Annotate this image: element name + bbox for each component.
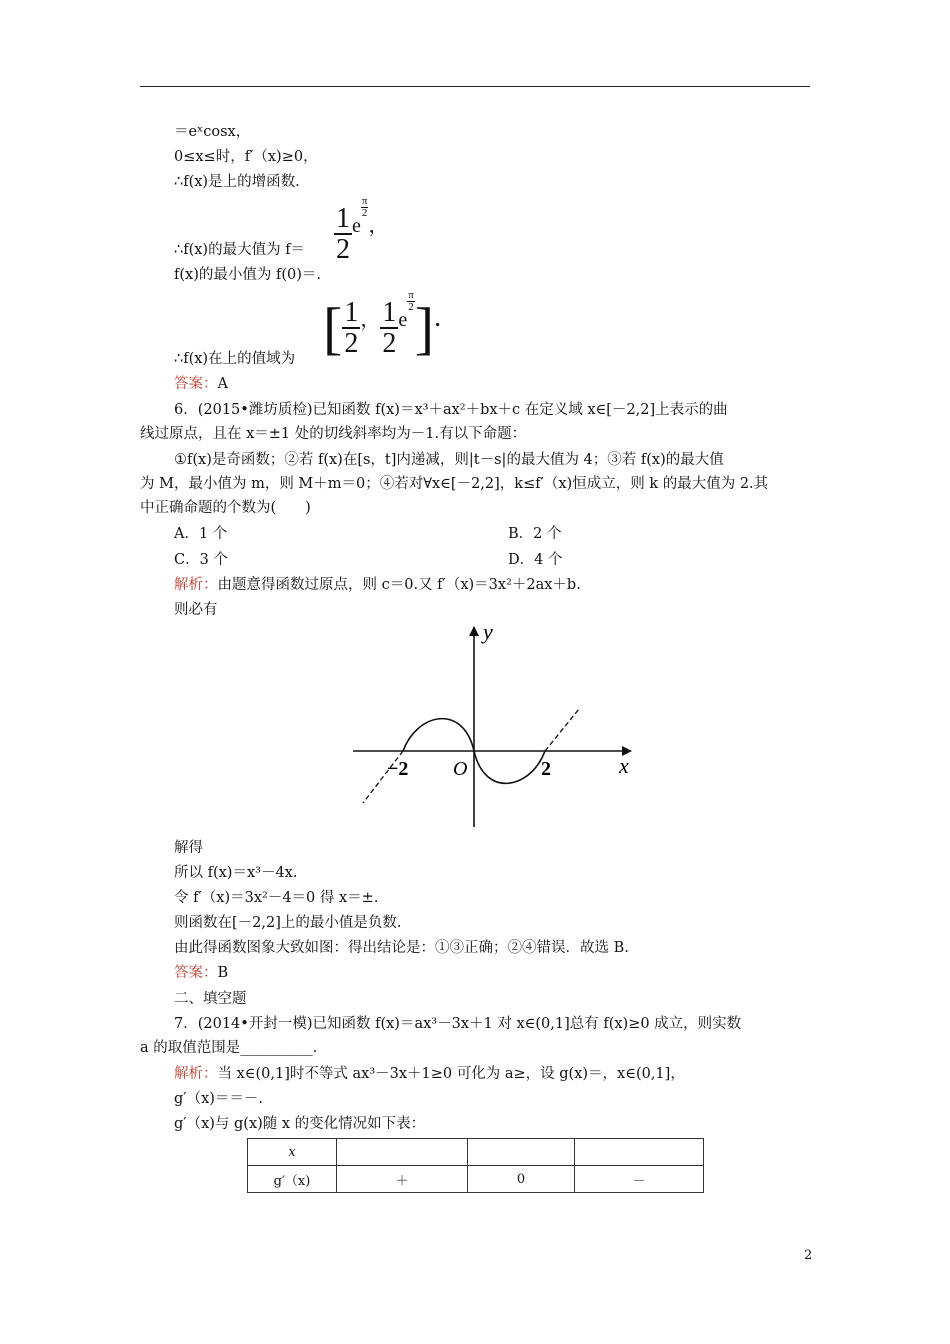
tick-label-2: 2 <box>541 758 551 780</box>
formula-range <box>323 290 441 359</box>
x-axis-label: x <box>619 753 629 778</box>
question-7-line: 7．(2014•开封一模)已知函数 f(x)＝ax³－3x＋1 对 x∈(0,1]总有 f(x)≥0 成立，则实数 <box>174 1016 742 1032</box>
y-axis-label: y <box>483 619 493 644</box>
table-cell: 0 <box>468 1166 575 1193</box>
option-d: D．4 个 <box>508 552 563 568</box>
table-cell: x <box>248 1139 337 1166</box>
function-graph <box>345 615 645 835</box>
text-line: 由此得函数图象大致如图：得出结论是：①③正确；②④错误．故选 B. <box>174 940 629 956</box>
answer-value: A <box>217 376 228 392</box>
table-cell <box>468 1139 575 1166</box>
solution-line <box>174 575 581 595</box>
table-cell: ＋ <box>337 1166 468 1193</box>
option-b: B．2 个 <box>508 526 562 542</box>
table-cell: g′（x) <box>248 1166 337 1193</box>
variation-table <box>247 1138 704 1193</box>
question-6-line: 6．(2015•潍坊质检)已知函数 f(x)＝x³＋ax²＋bx＋c 在定义域 x∈[－2,2]上表示的曲 <box>174 402 728 418</box>
text-line: 则必有 <box>174 602 218 618</box>
text-line: ∴f(x)的最大值为 f＝ <box>174 242 306 258</box>
text-line: 0≤x≤时，f′（x)≥0， <box>174 149 318 165</box>
frac-numerator: 1 <box>336 202 350 234</box>
tick-label-neg-2: −2 <box>387 758 409 780</box>
text-line: 则函数在[－2,2]上的最小值是负数. <box>174 915 402 931</box>
solution-text: 由题意得函数过原点，则 c＝0.又 f′（x)＝3x²＋2ax＋b. <box>217 577 581 593</box>
answer-line <box>174 374 228 394</box>
answer-value: B <box>217 965 229 981</box>
text-line: ∴f(x)是上的增函数. <box>174 174 300 190</box>
solution-text: 当 x∈(0,1]时不等式 ax³－3x＋1≥0 可化为 a≥，设 g(x)＝，x∈(0,1]， <box>217 1066 685 1082</box>
page-number: 2 <box>804 1248 813 1263</box>
formula-comma: ， <box>360 309 381 331</box>
frac-denominator: 2 <box>336 233 350 265</box>
frac-denominator: 2 <box>382 327 397 359</box>
answer-line <box>174 963 228 983</box>
table-row <box>248 1166 704 1193</box>
left-bracket: [ <box>323 295 343 361</box>
text-line: g′（x)与 g(x)随 x 的变化情况如下表： <box>174 1116 426 1132</box>
question-6-line: 线过原点，且在 x＝±1 处的切线斜率均为－1.有以下命题： <box>140 426 527 442</box>
frac-denominator: 2 <box>344 327 359 359</box>
question-6-line: ①f(x)是奇函数；②若 f(x)在[s，t]内递减，则|t－s|的最大值为 4；③若 f(x)的最大值 <box>174 452 724 468</box>
exp-denominator: 2 <box>408 301 414 313</box>
exp-base: e <box>352 215 361 237</box>
text-line: 所以 f(x)＝x³－4x. <box>174 865 298 881</box>
table-cell <box>337 1139 468 1166</box>
text-line: g′（x)＝＝－. <box>174 1091 264 1107</box>
origin-label: O <box>453 758 468 780</box>
section-heading: 二、填空题 <box>174 991 247 1007</box>
formula-tail: . <box>434 302 442 333</box>
text-line: 解得 <box>174 840 203 856</box>
text-line: 令 f′（x)＝3x²－4＝0 得 x＝±. <box>174 890 379 906</box>
header-rule <box>140 86 810 87</box>
right-bracket: ] <box>414 295 435 361</box>
question-6-line: 中正确命题的个数为( ) <box>140 500 311 516</box>
exp-numerator: π <box>408 289 414 301</box>
frac-numerator: 1 <box>382 296 397 328</box>
formula-tail: ， <box>368 215 389 237</box>
table-row <box>248 1139 704 1166</box>
question-7-line: a 的取值范围是__________. <box>140 1040 318 1056</box>
text-line: ∴f(x)在上的值域为 <box>174 351 296 367</box>
text-line: f(x)的最小值为 f(0)＝. <box>174 267 321 283</box>
frac-numerator: 1 <box>344 296 359 328</box>
question-6-line: 为 M，最小值为 m，则 M＋m＝0；④若对∀x∈[－2,2]，k≤f′（x)恒成立，则 k 的最大值为 2.其 <box>140 476 769 492</box>
option-c: C．3 个 <box>174 552 228 568</box>
answer-label: 答案： <box>174 965 218 981</box>
exp-denominator: 2 <box>361 207 368 219</box>
solution-label: 解析： <box>174 1066 218 1082</box>
solution-line <box>174 1064 685 1084</box>
table-cell: － <box>575 1166 704 1193</box>
table-cell <box>575 1139 704 1166</box>
option-a: A．1 个 <box>174 526 228 542</box>
answer-label: 答案： <box>174 376 218 392</box>
formula-max-value <box>334 196 388 265</box>
text-line: ＝eˣcosx， <box>174 124 251 140</box>
dashed-extension-right <box>545 709 579 751</box>
exp-numerator: π <box>361 195 368 207</box>
solution-label: 解析： <box>174 577 218 593</box>
exp-base: e <box>398 309 408 331</box>
